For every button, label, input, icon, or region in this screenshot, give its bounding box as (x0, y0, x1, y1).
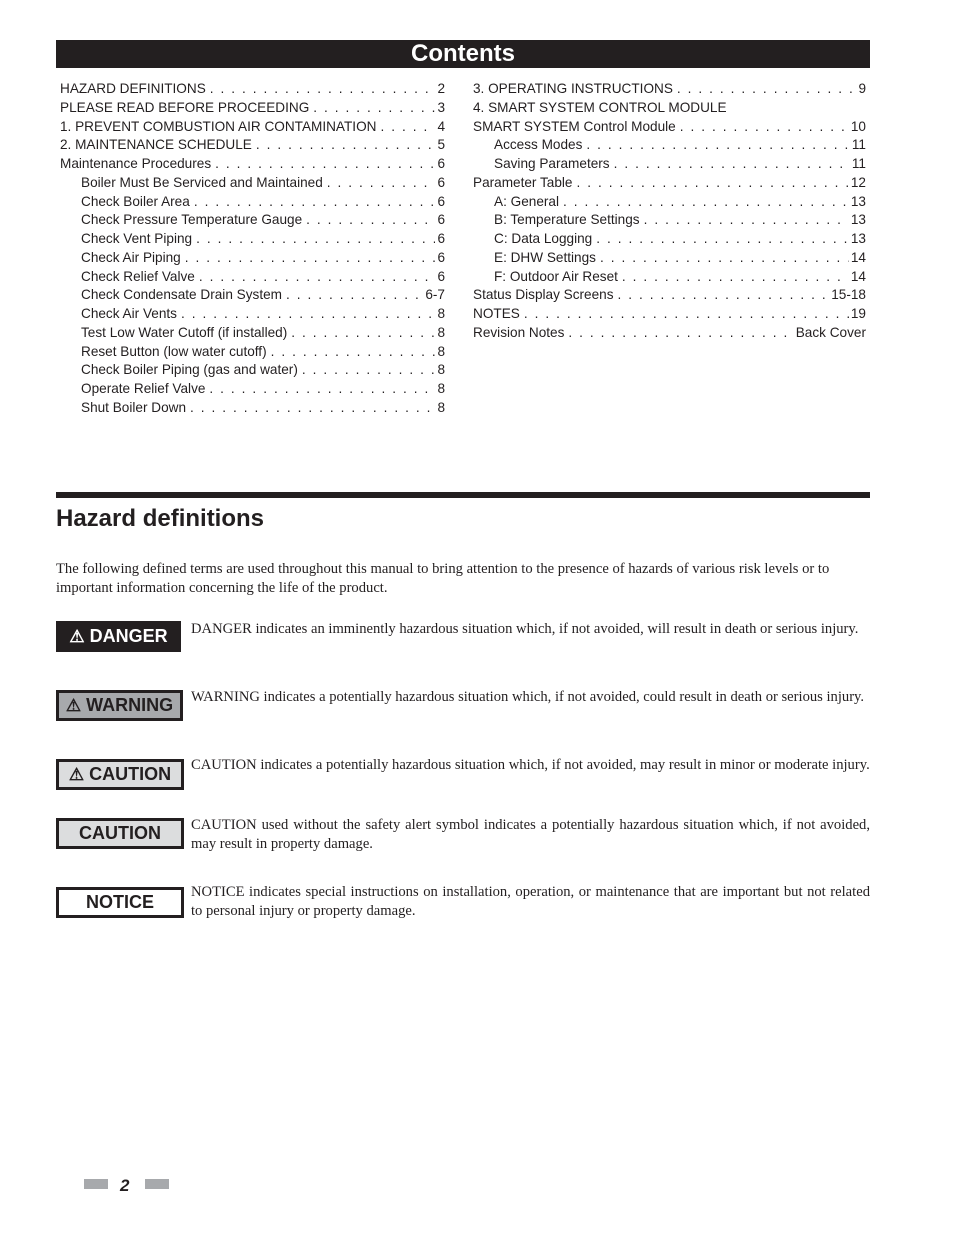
toc-entry-label: 4. SMART SYSTEM CONTROL MODULE (473, 99, 727, 115)
caution-nosymbol-label-text: CAUTION (79, 823, 161, 843)
toc-right-column (473, 80, 866, 343)
danger-label-text: DANGER (89, 626, 168, 646)
toc-entry-label: Access Modes (494, 137, 583, 153)
warning-label (56, 690, 183, 721)
toc-leader-dots (185, 249, 436, 268)
warning-label-text: WARNING (86, 695, 174, 715)
toc-entry-label: SMART SYSTEM Control Module (473, 118, 676, 134)
toc-entry-page: 13 (850, 231, 866, 246)
caution-nosymbol-description: CAUTION used without the safety alert symbol indicates a potentially hazardous situation which, if not avoided, may result in property damage. (191, 817, 870, 852)
toc-entry-page: 14 (850, 268, 866, 284)
toc-entry-page: 13 (850, 193, 866, 209)
toc-entry[interactable] (60, 268, 445, 287)
toc-entry-page: 14 (850, 249, 866, 265)
toc-entry-page: 12 (850, 174, 866, 190)
toc-entry[interactable] (473, 268, 866, 287)
contents-header: Contents (56, 40, 870, 68)
toc-leader-dots (586, 136, 849, 155)
toc-leader-dots (306, 211, 435, 230)
toc-leader-dots (190, 399, 435, 418)
toc-entry[interactable] (473, 155, 866, 174)
notice-label (56, 887, 184, 918)
toc-leader-dots (209, 380, 435, 399)
toc-entry-label: 2. MAINTENANCE SCHEDULE (60, 137, 252, 153)
toc-leader-dots (194, 193, 436, 212)
toc-entry-label: Check Air Vents (81, 306, 177, 321)
toc-entry-page: 19 (850, 306, 866, 321)
toc-entry[interactable] (473, 118, 866, 137)
toc-leader-dots (291, 324, 435, 343)
toc-entry-label: Check Relief Valve (81, 268, 195, 284)
toc-entry[interactable] (60, 343, 445, 362)
footer-bar-right (145, 1179, 169, 1189)
caution-label (56, 759, 184, 790)
toc-entry[interactable] (60, 249, 445, 268)
toc-entry[interactable] (60, 80, 445, 99)
toc-entry-page: 9 (858, 81, 866, 96)
caution-description: CAUTION indicates a potentially hazardous situation which, if not avoided, may result in minor or moderate injury. (191, 757, 870, 773)
toc-entry[interactable] (60, 230, 445, 249)
toc-entry-label: HAZARD DEFINITIONS (60, 81, 206, 96)
toc-leader-dots (215, 155, 435, 174)
toc-entry-page: 6 (437, 156, 445, 171)
toc-entry-label: Operate Relief Valve (81, 381, 206, 396)
toc-entry[interactable] (60, 174, 445, 193)
toc-left-column (60, 80, 445, 418)
toc-entry[interactable] (473, 99, 866, 118)
toc-leader-dots (271, 343, 436, 362)
toc-entry-page: 13 (850, 212, 866, 228)
toc-entry[interactable] (60, 118, 445, 137)
toc-entry[interactable] (473, 193, 866, 212)
toc-entry[interactable] (473, 80, 866, 99)
toc-entry[interactable] (60, 99, 445, 118)
toc-entry-page: 8 (437, 362, 445, 378)
toc-leader-dots (677, 80, 857, 99)
toc-entry-page: 6 (437, 231, 445, 246)
footer-bar-left (84, 1179, 108, 1189)
toc-entry-label: 1. PREVENT COMBUSTION AIR CONTAMINATION (60, 118, 377, 134)
toc-entry-label: Check Boiler Piping (gas and water) (81, 362, 298, 378)
toc-entry-label: Check Condensate Drain System (81, 287, 282, 303)
toc-leader-dots (644, 211, 849, 230)
toc-entry-label: Maintenance Procedures (60, 156, 212, 171)
toc-entry-page: 6 (437, 174, 445, 190)
warning-triangle-icon: ⚠ (65, 695, 82, 715)
toc-entry-label: 3. OPERATING INSTRUCTIONS (473, 81, 673, 96)
toc-entry-page: 6 (437, 193, 445, 209)
toc-entry-label: A: General (494, 193, 559, 209)
toc-entry[interactable] (60, 193, 445, 212)
toc-entry-page: 8 (437, 343, 445, 359)
toc-entry[interactable] (473, 305, 866, 324)
toc-entry[interactable] (473, 174, 866, 193)
toc-entry[interactable] (60, 136, 445, 155)
toc-entry-label: Revision Notes (473, 324, 565, 340)
toc-entry-label: PLEASE READ BEFORE PROCEEDING (60, 99, 310, 115)
toc-leader-dots (524, 305, 849, 324)
page-number: 2 (120, 1176, 130, 1195)
toc-entry-label: Check Boiler Area (81, 193, 190, 209)
toc-entry[interactable] (473, 211, 866, 230)
toc-entry-label: C: Data Logging (494, 231, 593, 246)
toc-leader-dots (196, 230, 435, 249)
toc-entry-label: Status Display Screens (473, 287, 614, 303)
notice-description: NOTICE indicates special instructions on installation, operation, or maintenance that are important but not related to personal injury or property damage. (191, 884, 870, 919)
toc-entry[interactable] (473, 286, 866, 305)
warning-description: WARNING indicates a potentially hazardous situation which, if not avoided, could result in death or serious injury. (191, 689, 865, 705)
toc-leader-dots (568, 324, 793, 343)
toc-entry-page: 6-7 (425, 287, 445, 303)
toc-leader-dots (618, 286, 830, 305)
toc-leader-dots (680, 118, 849, 137)
toc-entry[interactable] (60, 155, 445, 174)
toc-entry-page (731, 99, 733, 118)
toc-leader-dots (210, 80, 436, 99)
toc-leader-dots (256, 136, 436, 155)
toc-entry-page: 11 (851, 156, 866, 171)
toc-entry-page: 2 (437, 81, 445, 96)
toc-entry-label: NOTES (473, 306, 520, 321)
toc-entry-label: Reset Button (low water cutoff) (81, 343, 267, 359)
toc-entry-label: Parameter Table (473, 174, 573, 190)
danger-description: DANGER indicates an imminently hazardous situation which, if not avoided, will result in death or serious injury. (191, 621, 859, 637)
toc-entry-page: 8 (437, 381, 445, 396)
toc-entry-label: Check Air Piping (81, 249, 181, 265)
toc-entry[interactable] (60, 399, 445, 418)
toc-entry[interactable] (60, 380, 445, 399)
toc-entry[interactable] (473, 249, 866, 268)
toc-leader-dots (577, 174, 849, 193)
caution-label-text: CAUTION (89, 764, 172, 784)
toc-leader-dots (596, 230, 849, 249)
notice-label-text: NOTICE (85, 892, 154, 912)
toc-entry-page: 10 (850, 118, 866, 134)
toc-entry-label: Saving Parameters (494, 156, 610, 171)
toc-entry[interactable] (60, 211, 445, 230)
toc-leader-dots (614, 155, 850, 174)
toc-entry[interactable] (60, 324, 445, 343)
toc-entry-label: Shut Boiler Down (81, 399, 187, 415)
toc-leader-dots (302, 361, 436, 380)
toc-leader-dots (563, 193, 849, 212)
toc-entry-page: 6 (437, 249, 445, 265)
toc-entry-page: Back Cover (795, 324, 866, 340)
section-title: Hazard definitions (56, 505, 265, 532)
toc-entry-page: 15-18 (831, 287, 866, 303)
toc-entry-page: 8 (437, 324, 445, 340)
toc-entry-label: Check Pressure Temperature Gauge (81, 212, 303, 228)
toc-entry[interactable] (60, 286, 445, 305)
warning-triangle-icon: ⚠ (69, 626, 85, 646)
toc-entry-label: Check Vent Piping (81, 231, 193, 246)
toc-leader-dots (600, 249, 849, 268)
toc-leader-dots (181, 305, 435, 324)
toc-entry-page: 11 (851, 137, 866, 153)
toc-entry-page: 6 (437, 212, 445, 228)
toc-entry-page: 5 (437, 137, 445, 153)
toc-entry-page: 6 (437, 268, 445, 284)
toc-entry-label: Test Low Water Cutoff (if installed) (81, 324, 288, 340)
section-divider (56, 492, 870, 498)
toc-entry[interactable] (473, 324, 866, 343)
toc-entry-page: 8 (437, 399, 445, 415)
caution-nosymbol-label (56, 818, 184, 849)
toc-leader-dots (327, 174, 436, 193)
warning-triangle-icon: ⚠ (68, 764, 85, 784)
toc-leader-dots (380, 118, 435, 137)
toc-entry-label: E: DHW Settings (494, 249, 596, 265)
toc-entry-page: 4 (437, 118, 445, 134)
toc-leader-dots (313, 99, 435, 118)
toc-entry-page: 3 (437, 99, 445, 115)
toc-leader-dots (199, 268, 436, 287)
toc-entry-page: 8 (437, 306, 445, 321)
toc-entry-label: Boiler Must Be Serviced and Maintained (81, 174, 323, 190)
toc-leader-dots (622, 268, 849, 287)
danger-label (56, 621, 181, 652)
toc-entry[interactable] (473, 230, 866, 249)
toc-entry[interactable] (60, 361, 445, 380)
toc-entry-label: B: Temperature Settings (494, 212, 640, 228)
toc-leader-dots (286, 286, 423, 305)
toc-entry-label: F: Outdoor Air Reset (494, 268, 618, 284)
toc-entry[interactable] (60, 305, 445, 324)
intro-paragraph: The following defined terms are used throughout this manual to bring attention to the presence of hazards of various risk levels or to important information concerning the life of the product. (56, 561, 830, 596)
toc-entry[interactable] (473, 136, 866, 155)
